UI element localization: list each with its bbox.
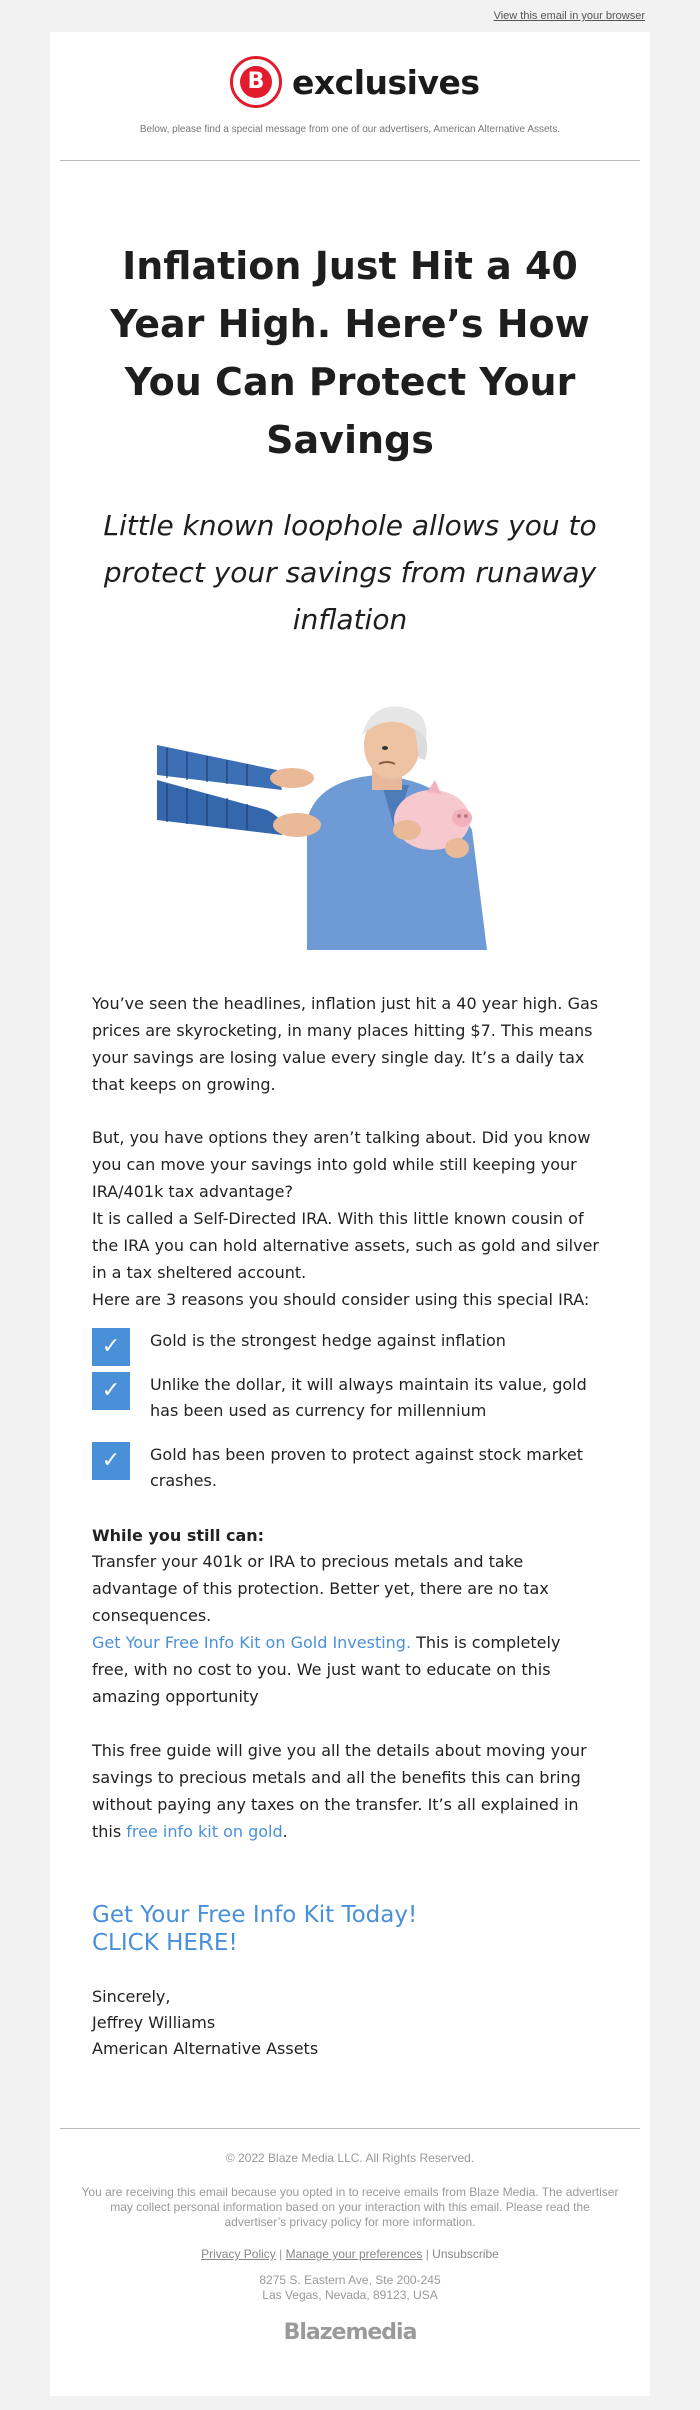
exclusives-logo[interactable] <box>230 54 480 110</box>
free-kit-paragraph <box>92 1629 602 1710</box>
headline: Inflation Just Hit a 40 Year High. Here’s How You Can Protect Your Savings <box>110 244 590 462</box>
signoff-closing: Sincerely, <box>92 1987 171 2006</box>
link-separator: | <box>422 2247 433 2261</box>
reason-item <box>92 1328 602 1366</box>
reason-text: Gold has been proven to protect against stock market crashes. <box>150 1445 583 1490</box>
checkmark-icon: ✓ <box>92 1442 130 1480</box>
guide-period: . <box>282 1822 288 1841</box>
free-kit-description: This is completely free, with no cost to you. We just want to educate on this amazing opportunity <box>92 1633 561 1706</box>
signoff-name: Jeffrey Williams <box>92 2013 216 2032</box>
paragraph-options: But, you have options they aren’t talking about. Did you know you can move your savings into gold while still keeping your IRA/401k tax advantage? <box>92 1128 591 1201</box>
footer-links <box>80 2247 620 2262</box>
guide-text: This free guide will give you all the details about moving your savings to precious metals and all the benefits this can bring without paying any taxes on the transfer. It’s all explained in this <box>92 1741 587 1841</box>
logo-text: exclusives <box>292 62 480 102</box>
cta-get-kit-link[interactable]: Get Your Free Info Kit Today! <box>92 1902 418 1928</box>
cta-block[interactable] <box>92 1901 602 1957</box>
reason-text: Gold is the strongest hedge against inflation <box>150 1331 506 1350</box>
unsubscribe-link[interactable]: Unsubscribe <box>432 2247 499 2261</box>
subheadline: Little known loophole allows you to protect your savings from runaway inflation <box>103 509 597 636</box>
address-line-1: 8275 S. Eastern Ave, Ste 200-245 <box>259 2273 441 2287</box>
blaze-media-logo[interactable]: Blazemedia <box>283 2320 417 2345</box>
link-separator: | <box>275 2247 286 2261</box>
free-info-kit-on-gold-link[interactable]: free info kit on gold <box>126 1822 283 1841</box>
reason-text: Unlike the dollar, it will always maintain its value, gold has been used as currency for millennium <box>150 1375 587 1420</box>
paragraph-reasons-intro: Here are 3 reasons you should consider using this special IRA: <box>92 1290 590 1309</box>
copyright: © 2022 Blaze Media LLC. All Rights Reserved. <box>225 2151 475 2165</box>
header-divider <box>60 160 640 161</box>
while-you-can-heading: While you still can: <box>92 1526 265 1545</box>
logo-mark-letter: B <box>240 66 272 98</box>
blaze-logo-icon <box>230 56 282 108</box>
address-line-2: Las Vegas, Nevada, 89123, USA <box>262 2288 438 2302</box>
guide-paragraph <box>92 1737 602 1845</box>
signoff-company: American Alternative Assets <box>92 2039 319 2058</box>
reason-item <box>92 1372 602 1424</box>
elderly-man-guarding-piggy-bank-photo-icon[interactable] <box>157 700 517 950</box>
view-in-browser-link[interactable]: View this email in your browser <box>493 10 645 22</box>
advertiser-note: Below, please find a special message from one of our advertisers, American Alternative Assets. <box>139 124 561 135</box>
manage-preferences-link[interactable]: Manage your preferences <box>285 2247 423 2261</box>
paragraph-headlines: You’ve seen the headlines, inflation just hit a 40 year high. Gas prices are skyrocketing, in many places hitting $7. This means your savings are losing value every single day. It’s a daily tax that keeps on growing. <box>92 994 599 1094</box>
footer-divider <box>60 2128 640 2129</box>
checkmark-icon: ✓ <box>92 1328 130 1366</box>
privacy-policy-link[interactable]: Privacy Policy <box>201 2247 276 2261</box>
transfer-paragraph: Transfer your 401k or IRA to precious metals and take advantage of this protection. Better yet, there are no tax consequences. <box>92 1552 549 1625</box>
cta-click-here-link[interactable]: CLICK HERE! <box>92 1930 238 1956</box>
reason-item <box>92 1442 602 1494</box>
paragraph-self-directed-ira: It is called a Self-Directed IRA. With this little known cousin of the IRA you can hold alternative assets, such as gold and silver in a tax sheltered account. <box>92 1209 599 1282</box>
checkmark-icon: ✓ <box>92 1372 130 1410</box>
footer-disclaimer: You are receiving this email because you opted in to receive emails from Blaze Media. The advertiser may collect personal information based on your interaction with this email. Please read the advertiser’s privacy policy for more information. <box>81 2185 619 2229</box>
email-card <box>50 32 650 2396</box>
free-info-kit-link[interactable]: Get Your Free Info Kit on Gold Investing. <box>92 1633 412 1652</box>
